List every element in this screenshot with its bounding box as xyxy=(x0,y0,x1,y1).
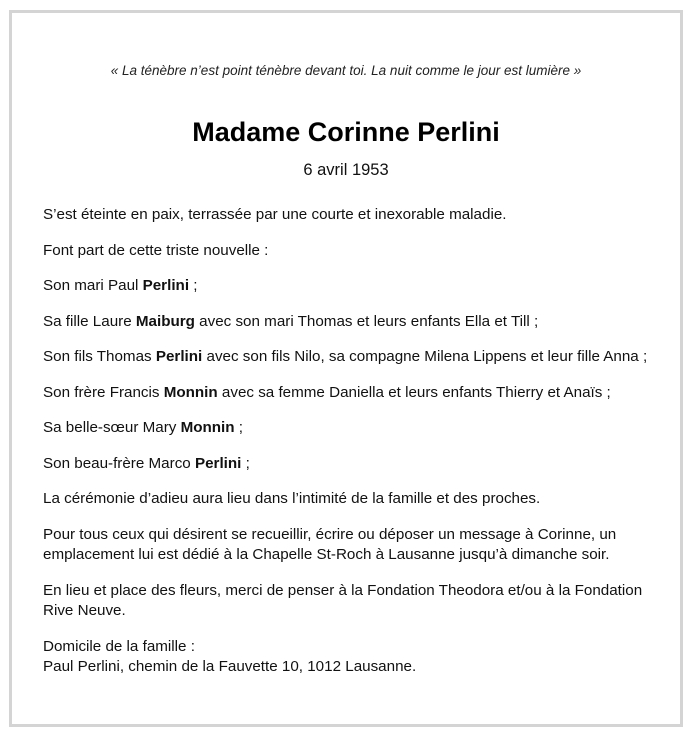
family-member-surname: Maiburg xyxy=(135,312,195,330)
family-member-surname: Perlini xyxy=(194,454,242,472)
family-member-text: avec son mari Thomas et leurs enfants Ella et Till ; xyxy=(194,312,539,330)
deceased-name: Madame Corinne Perlini xyxy=(192,117,500,147)
notice-body xyxy=(43,205,673,693)
family-member-text: Son beau-frère Marco xyxy=(43,454,195,472)
family-member-text: ; xyxy=(189,277,198,294)
family-member xyxy=(43,312,673,333)
family-member xyxy=(43,276,673,297)
family-member-text: avec son fils Nilo, sa compagne Milena Lippens et leur fille Anna ; xyxy=(202,348,648,365)
family-member-surname: Perlini xyxy=(142,277,190,294)
announce-paragraph: Font part de cette triste nouvelle : xyxy=(43,241,269,259)
family-member-text: Son mari Paul xyxy=(43,277,143,294)
family-member xyxy=(43,347,673,368)
family-member-text: Son frère Francis xyxy=(43,383,164,401)
family-member xyxy=(43,418,673,439)
family-member xyxy=(43,383,673,404)
ceremony-paragraph: La cérémonie d’adieu aura lieu dans l’intimité de la famille et des proches. xyxy=(43,490,541,507)
memorial-paragraph: Pour tous ceux qui désirent se recueillir, écrire ou déposer un message à Corinne, un emplacement lui est dédié à la Chapelle St-Roch à Lausanne jusqu’à dimanche soir. xyxy=(43,525,617,563)
domicile-label: Domicile de la famille : xyxy=(43,637,195,655)
family-member-surname: Monnin xyxy=(180,419,235,436)
family-member-text: Son fils Thomas xyxy=(43,348,156,365)
domicile-paragraph xyxy=(43,637,673,678)
domicile-address: Paul Perlini, chemin de la Fauvette 10, 1012 Lausanne. xyxy=(43,658,417,675)
intro-paragraph: S’est éteinte en paix, terrassée par une courte et inexorable maladie. xyxy=(43,206,507,223)
family-member-surname: Monnin xyxy=(163,383,218,401)
family-member-text: avec sa femme Daniella et leurs enfants Thierry et Anaïs ; xyxy=(217,383,611,401)
family-member-text: Sa fille Laure xyxy=(43,312,136,330)
flowers-paragraph: En lieu et place des fleurs, merci de penser à la Fondation Theodora et/ou à la Fondation Rive Neuve. xyxy=(43,581,643,619)
family-member-text: ; xyxy=(234,419,244,436)
family-member xyxy=(43,454,673,475)
family-member-surname: Perlini xyxy=(155,348,203,365)
family-member-text: ; xyxy=(241,454,250,472)
birth-date: 6 avril 1953 xyxy=(303,161,389,179)
family-member-text: Sa belle-sœur Mary xyxy=(43,419,181,436)
epigraph-quote: « La ténèbre n’est point ténèbre devant toi. La nuit comme le jour est lumière » xyxy=(110,63,582,78)
obituary-frame xyxy=(9,10,683,727)
